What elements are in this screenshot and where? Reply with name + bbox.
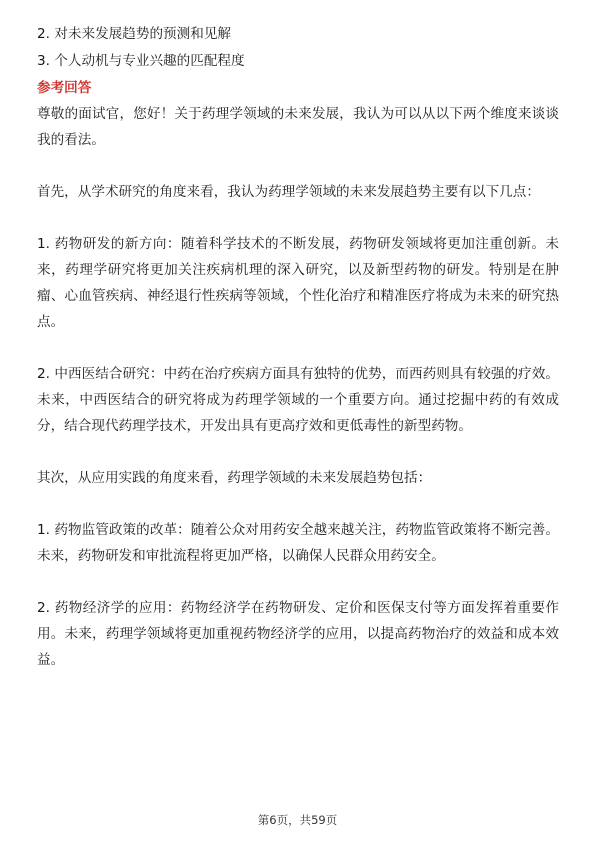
answer-heading: 参考回答: [37, 80, 92, 96]
paragraph-gap: [37, 439, 559, 465]
paragraph-gap: [37, 153, 559, 179]
paragraph-gap: [37, 335, 559, 361]
paragraph-regulation: 1. 药物监管政策的改革：随着公众对用药安全越来越关注，药物监管政策将不断完善。未来，药物研发和审批流程将更加严格，以确保人民群众用药安全。: [37, 522, 559, 564]
paragraph-practice-intro: 其次，从应用实践的角度来看，药理学领域的未来发展趋势包括：: [37, 470, 432, 486]
paragraph-gap: [37, 491, 559, 517]
page-content: [37, 21, 559, 673]
list-item-3: 3. 个人动机与专业兴趣的匹配程度: [37, 53, 245, 69]
paragraph-integrative-medicine: 2. 中西医结合研究：中药在治疗疾病方面具有独特的优势，而西药则具有较强的疗效。未来，中西医结合的研究将成为药理学领域的一个重要方向。通过挖掘中药的有效成分，结合现代药理学技术，开发出具有更高疗效和更低毒性的新型药物。: [37, 366, 559, 434]
paragraph-greeting: 尊敬的面试官，您好！关于药理学领域的未来发展，我认为可以从以下两个维度来谈谈我的看法。: [37, 106, 559, 148]
list-item-2: 2. 对未来发展趋势的预测和见解: [37, 26, 232, 42]
paragraph-drug-development: 1. 药物研发的新方向：随着科学技术的不断发展，药物研发领域将更加注重创新。未来，药理学研究将更加关注疾病机理的深入研究，以及新型药物的研发。特别是在肿瘤、心血管疾病、神经退行性疾病等领域，个性化治疗和精准医疗将成为未来的研究热点。: [37, 236, 559, 330]
paragraph-pharmacoeconomics: 2. 药物经济学的应用：药物经济学在药物研发、定价和医保支付等方面发挥着重要作用。未来，药理学领域将更加重视药物经济学的应用，以提高药物治疗的效益和成本效益。: [37, 600, 559, 668]
page-number: 第6页，共59页: [257, 813, 338, 827]
paragraph-gap: [37, 569, 559, 595]
paragraph-academic-intro: 首先，从学术研究的角度来看，我认为药理学领域的未来发展趋势主要有以下几点：: [37, 184, 540, 200]
paragraph-gap: [37, 205, 559, 231]
